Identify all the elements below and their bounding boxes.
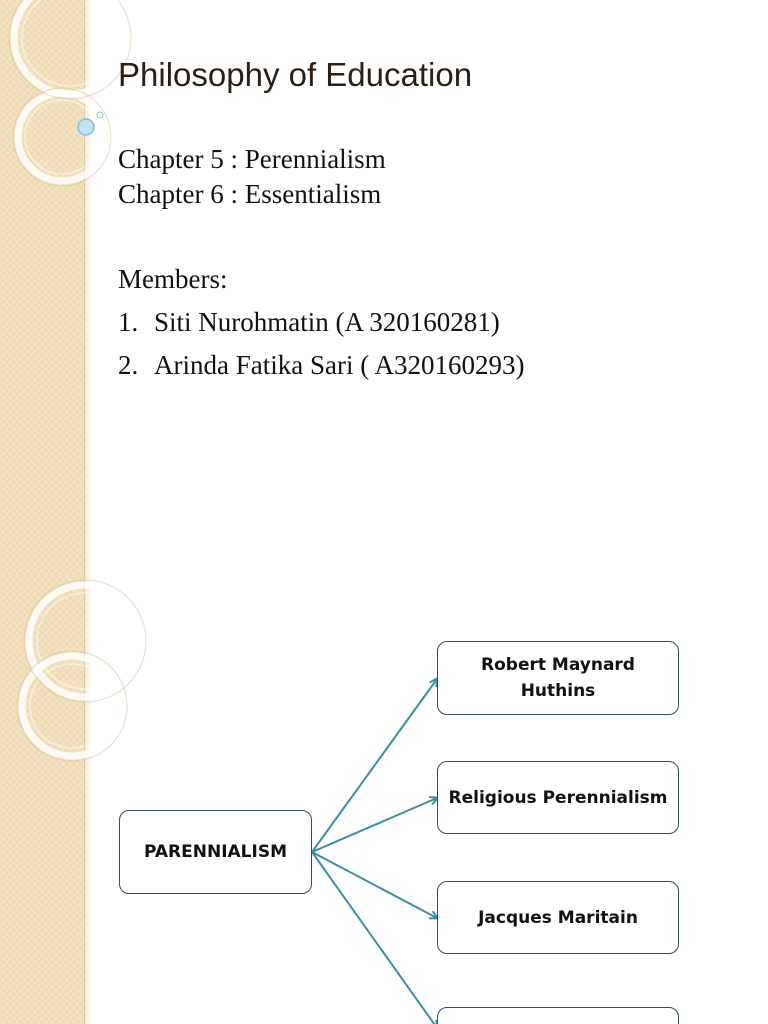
slide-diagram [0, 576, 768, 1024]
chapter-line: Chapter 5 : Perennialism [118, 144, 386, 174]
members-label: Members: [118, 264, 228, 294]
root-node: PARENNIALISM [119, 810, 312, 894]
member-name: Siti Nurohmatin (A 320160281) [154, 307, 500, 337]
bubble-icon [78, 119, 94, 135]
branch-node-partial [437, 1007, 679, 1024]
connector-arrow [312, 852, 437, 918]
chapter-line: Chapter 6 : Essentialism [118, 179, 382, 209]
branch-node: Religious Perennialism [437, 761, 679, 834]
branch-node: Jacques Maritain [437, 881, 679, 954]
slide-title-text: Philosophy of Education [118, 56, 473, 93]
member-item [118, 350, 524, 381]
member-name: Arinda Fatika Sari ( A320160293) [154, 350, 525, 380]
member-number: 1. [118, 307, 139, 337]
member-item [118, 307, 500, 338]
connector-arrow [312, 852, 437, 1024]
branch-node: Robert Maynard Huthins [437, 641, 679, 715]
member-number: 2. [118, 350, 139, 380]
